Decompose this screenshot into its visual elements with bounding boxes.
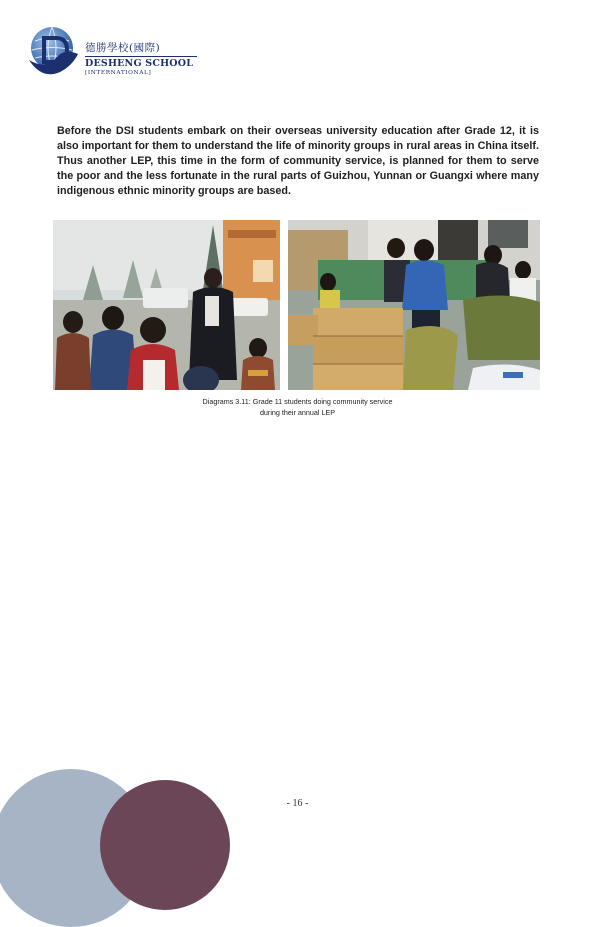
photo-village-children bbox=[53, 220, 280, 390]
logo-subtitle: [INTERNATIONAL] bbox=[85, 70, 152, 76]
globe-logo-icon bbox=[26, 24, 82, 80]
body-paragraph: Before the DSI students embark on their overseas university education after Grade 12, it is also important for them to understand the life of minority groups in rural areas in China itself. Thus another LEP, this time in the form of community service, is planned for them to serve the poor and the less fortunate in the rural parts of Guizhou, Yunnan or Guangxi where many indigenous ethnic minority groups are based. bbox=[57, 125, 539, 197]
school-logo bbox=[26, 24, 194, 80]
decorative-circle-plum bbox=[100, 780, 230, 910]
figure-caption-line-2: during their annual LEP bbox=[259, 408, 336, 417]
logo-divider bbox=[85, 56, 197, 57]
logo-english-name: DESHENG SCHOOL bbox=[85, 58, 194, 69]
photo-packing-boxes bbox=[288, 220, 540, 390]
logo-chinese-name: 德勝學校(國際) bbox=[85, 42, 161, 54]
page-number: - 16 - bbox=[286, 798, 309, 809]
figure-caption-line-1: Diagrams 3.11: Grade 11 students doing community service bbox=[202, 397, 393, 406]
